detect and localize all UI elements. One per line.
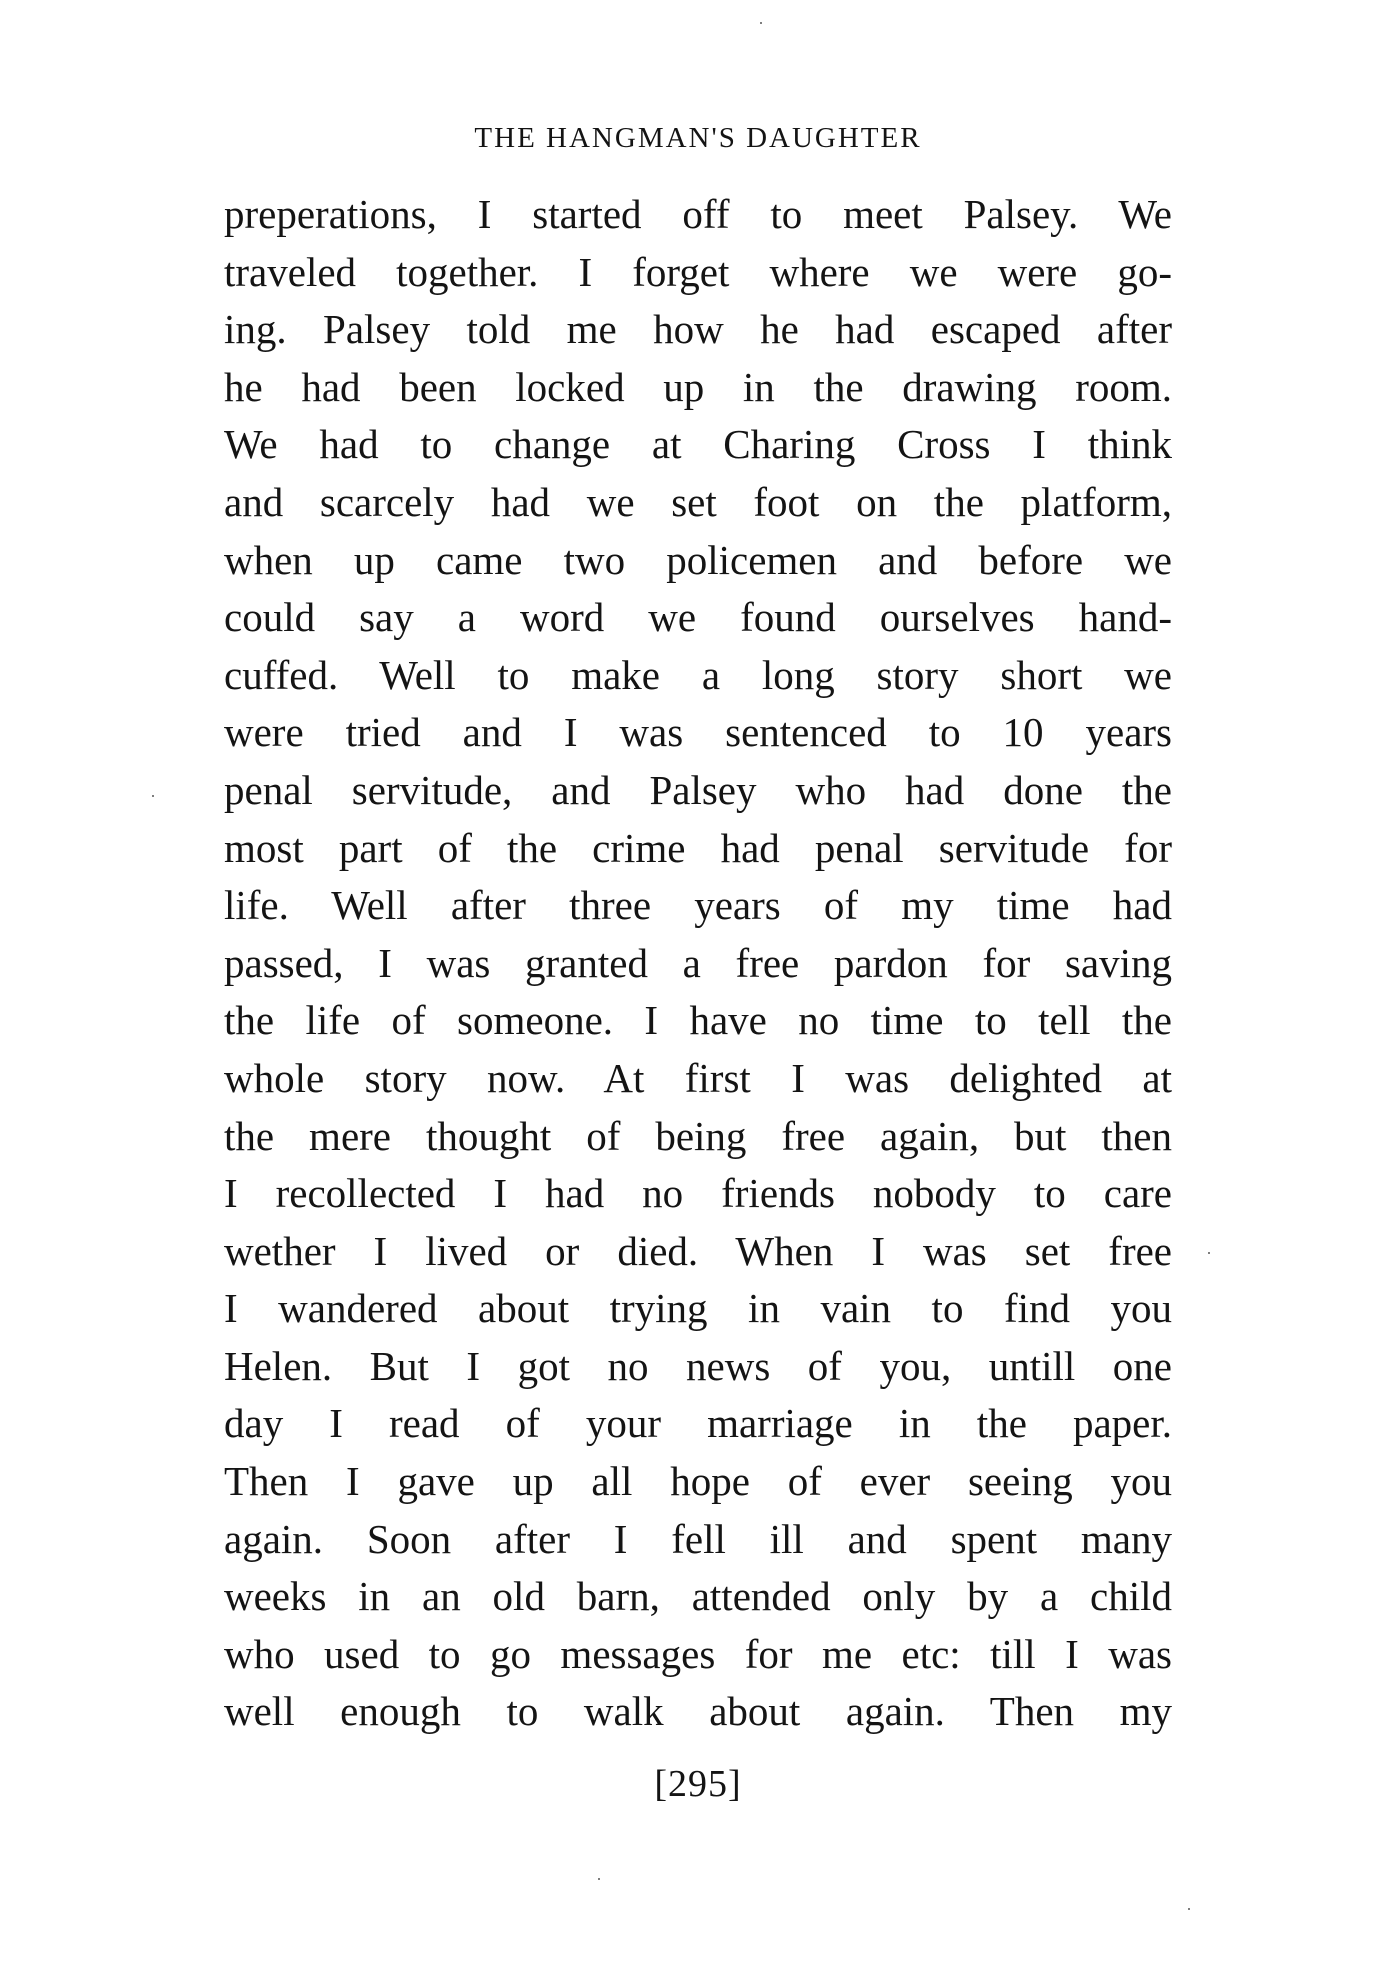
text-line: the mere thought of being free again, but then — [224, 1112, 1172, 1159]
text-line: wether I lived or died. When I was set free — [224, 1227, 1172, 1274]
text-line: traveled together. I forget where we were go- — [224, 248, 1172, 295]
paper-speck — [1208, 1252, 1210, 1254]
text-line: well enough to walk about again. Then my — [224, 1688, 1172, 1735]
text-line: weeks in an old barn, attended only by a child — [224, 1573, 1172, 1620]
text-line: passed, I was granted a free pardon for saving — [224, 939, 1172, 986]
paper-speck — [598, 1878, 600, 1880]
body-text — [224, 186, 1172, 1741]
text-line: life. Well after three years of my time had — [224, 882, 1172, 929]
text-line: could say a word we found ourselves hand- — [224, 594, 1172, 641]
running-head: THE HANGMAN'S DAUGHTER — [474, 122, 922, 154]
text-line: who used to go messages for me etc: till I was — [224, 1630, 1172, 1677]
text-line: when up came two policemen and before we — [224, 536, 1172, 583]
text-line: cuffed. Well to make a long story short we — [224, 651, 1172, 698]
text-line: the life of someone. I have no time to tell the — [224, 997, 1172, 1044]
text-line: Then I gave up all hope of ever seeing you — [224, 1458, 1172, 1505]
paper-speck — [152, 795, 154, 797]
text-line: preperations, I started off to meet Palsey. We — [224, 191, 1172, 237]
page-number: [295] — [654, 1763, 742, 1805]
text-line: ing. Palsey told me how he had escaped after — [224, 306, 1172, 353]
text-line: I recollected I had no friends nobody to care — [224, 1170, 1172, 1217]
text-line: day I read of your marriage in the paper. — [224, 1400, 1172, 1447]
paper-speck — [1188, 1908, 1190, 1910]
text-line: again. Soon after I fell ill and spent many — [224, 1515, 1172, 1562]
text-line: most part of the crime had penal servitude for — [224, 824, 1172, 871]
paper-speck — [760, 22, 762, 24]
text-line: We had to change at Charing Cross I think — [224, 421, 1172, 468]
text-line: and scarcely had we set foot on the platform, — [224, 478, 1172, 525]
text-line: whole story now. At first I was delighted at — [224, 1054, 1172, 1101]
text-line: Helen. But I got no news of you, untill one — [224, 1342, 1172, 1389]
text-line: penal servitude, and Palsey who had done the — [224, 766, 1172, 813]
text-line: he had been locked up in the drawing room. — [224, 363, 1172, 410]
text-line: were tried and I was sentenced to 10 years — [224, 709, 1172, 756]
text-line: I wandered about trying in vain to find you — [224, 1285, 1172, 1332]
